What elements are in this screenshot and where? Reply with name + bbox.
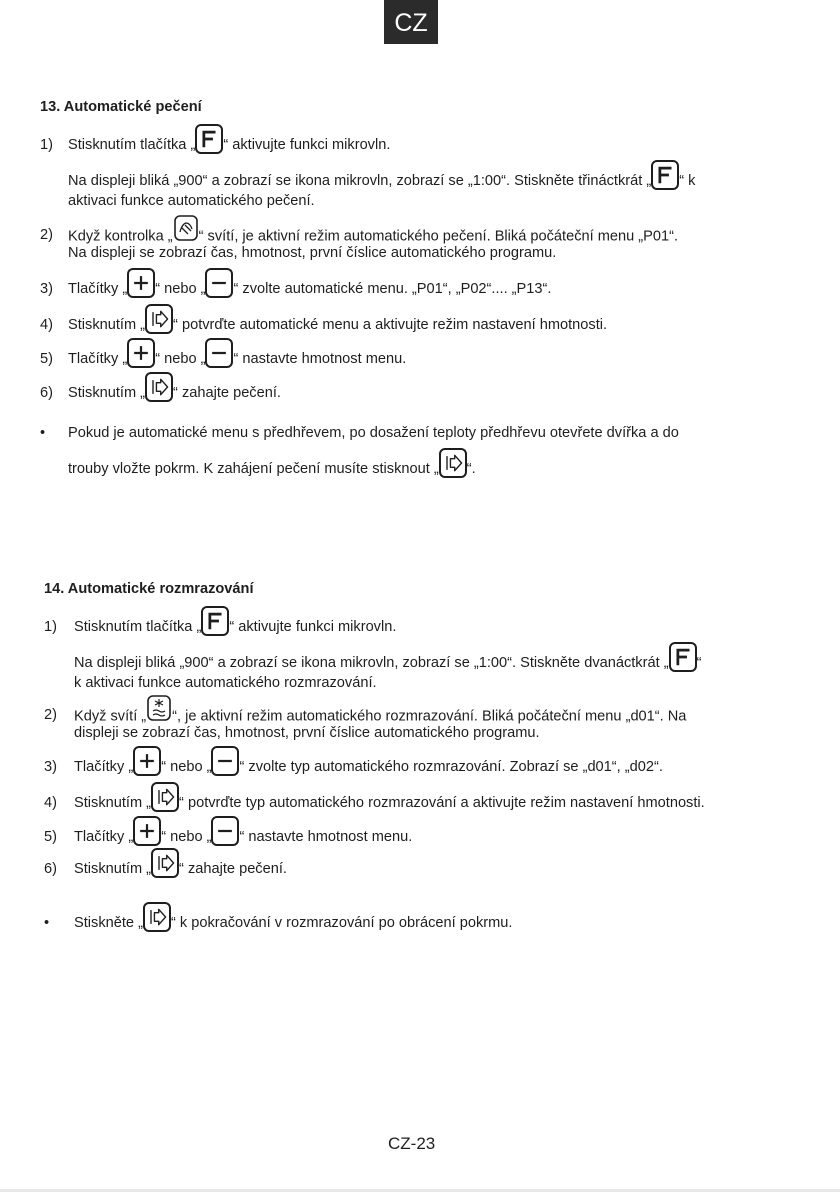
- plus-button-icon: [133, 746, 161, 776]
- auto-cook-icon: [173, 214, 199, 247]
- step-text: Tlačítky „ “ nebo „ “ zvolte automatické menu. „P01“, „P02“.... „P13“.: [68, 280, 551, 298]
- minus-button-icon: [211, 746, 239, 776]
- step-number: 5): [44, 829, 57, 845]
- step-number: 1): [44, 619, 57, 635]
- minus-button-icon: [205, 268, 233, 298]
- start-button-icon: [143, 902, 171, 932]
- step-text: Když kontrolka „ “ svítí, je aktivní režim automatického pečení. Bliká počáteční menu „P01“.: [68, 226, 678, 247]
- step-text: Stisknutím „ “ potvrďte typ automatického rozmrazování a aktivujte režim nastavení hmotnosti.: [74, 794, 705, 812]
- f-button-icon: [669, 642, 697, 672]
- step-text: Na displeji bliká „900“ a zobrazí se ikona mikrovln, zobrazí se „1:00“. Stiskněte třináctkrát „ “ k: [68, 172, 695, 190]
- start-button-icon: [439, 448, 467, 478]
- step-number: 5): [40, 351, 53, 367]
- step-text: Stisknutím „ “ potvrďte automatické menu a aktivujte režim nastavení hmotnosti.: [68, 316, 607, 334]
- step-text: Stisknutím tlačítka „ “ aktivujte funkci mikrovln.: [74, 618, 396, 636]
- step-number: 2): [40, 227, 53, 243]
- section-14-title: 14. Automatické rozmrazování: [44, 581, 254, 597]
- step-text: Stisknutím „ “ zahajte pečení.: [74, 860, 287, 878]
- step-text: Tlačítky „ “ nebo „ “ zvolte typ automatického rozmrazování. Zobrazí se „d01“, „d02“.: [74, 758, 663, 776]
- language-tab: CZ: [384, 0, 438, 44]
- step-number: 4): [44, 795, 57, 811]
- step-number: 2): [44, 707, 57, 723]
- plus-button-icon: [127, 268, 155, 298]
- bullet: •: [40, 425, 46, 441]
- step-number: 1): [40, 137, 53, 153]
- step-text: k aktivaci funkce automatického rozmrazování.: [74, 675, 377, 691]
- note-text: Pokud je automatické menu s předhřevem, po dosažení teploty předhřevu otevřete dvířka a do: [68, 425, 679, 441]
- minus-button-icon: [211, 816, 239, 846]
- bullet: •: [44, 915, 50, 931]
- plus-button-icon: [133, 816, 161, 846]
- step-number: 3): [44, 759, 57, 775]
- page-number: CZ-23: [388, 1134, 436, 1153]
- step-text: Stisknutím tlačítka „ “ aktivujte funkci mikrovln.: [68, 136, 390, 154]
- start-button-icon: [151, 782, 179, 812]
- step-text: Když svítí „ “, je aktivní režim automatického rozmrazování. Bliká počáteční menu „d01“. Na: [74, 706, 686, 727]
- plus-button-icon: [127, 338, 155, 368]
- step-number: 3): [40, 281, 53, 297]
- start-button-icon: [145, 372, 173, 402]
- f-button-icon: [195, 124, 223, 154]
- step-text: aktivaci funkce automatického pečení.: [68, 193, 315, 209]
- note-text: Stiskněte „ “ k pokračování v rozmrazování po obrácení pokrmu.: [74, 914, 512, 932]
- step-number: 6): [44, 861, 57, 877]
- start-button-icon: [145, 304, 173, 334]
- minus-button-icon: [205, 338, 233, 368]
- step-number: 4): [40, 317, 53, 333]
- f-button-icon: [201, 606, 229, 636]
- f-button-icon: [651, 160, 679, 190]
- step-text: Na displeji se zobrazí čas, hmotnost, první číslice automatického programu.: [68, 245, 557, 261]
- defrost-icon: [146, 694, 172, 727]
- section-13-title: 13. Automatické pečení: [40, 99, 202, 115]
- step-text: Na displeji bliká „900“ a zobrazí se ikona mikrovln, zobrazí se „1:00“. Stiskněte dvanáctkrát „ “: [74, 654, 701, 672]
- step-text: Tlačítky „ “ nebo „ “ nastavte hmotnost menu.: [68, 350, 406, 368]
- note-text: trouby vložte pokrm. K zahájení pečení musíte stisknout „ “.: [68, 460, 476, 478]
- step-text: displeji se zobrazí čas, hmotnost, první číslice automatického programu.: [74, 725, 540, 741]
- start-button-icon: [151, 848, 179, 878]
- step-number: 6): [40, 385, 53, 401]
- step-text: Stisknutím „ “ zahajte pečení.: [68, 384, 281, 402]
- step-text: Tlačítky „ “ nebo „ “ nastavte hmotnost menu.: [74, 828, 412, 846]
